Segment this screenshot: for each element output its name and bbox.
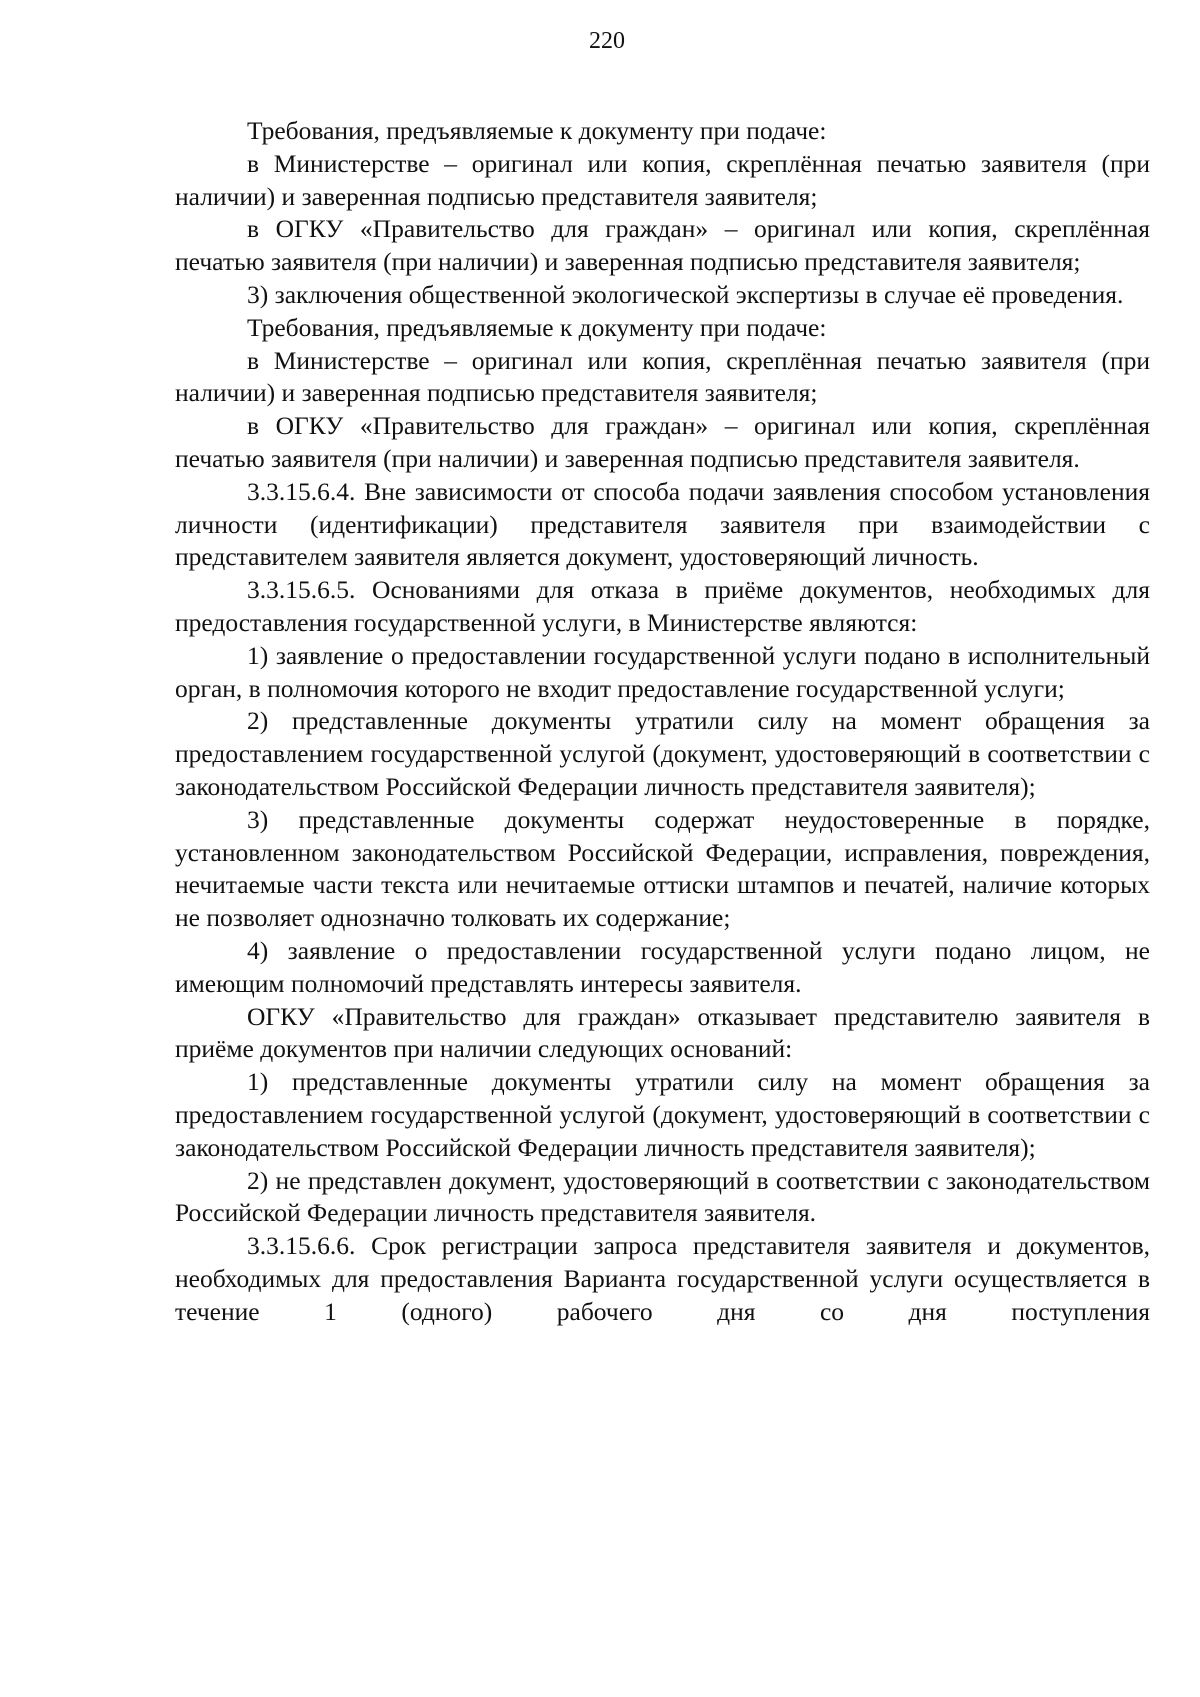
paragraph-refusal-ministry-1: 1) заявление о предоставлении государственной услуги подано в исполнительный орган, в полномочия которого не входит предоставление государственной услуги; [175, 640, 1150, 703]
paragraph-ogku-1: в ОГКУ «Правительство для граждан» – оригинал или копия, скреплённая печатью заявителя (при наличии) и заверенная подписью представителя заявителя; [175, 214, 1150, 277]
paragraph-ogku-2: в ОГКУ «Правительство для граждан» – оригинал или копия, скреплённая печатью заявителя (при наличии) и заверенная подписью представителя заявителя. [175, 411, 1150, 473]
document-body [175, 115, 1150, 1328]
paragraph-section-3-3-15-6-4: 3.3.15.6.4. Вне зависимости от способа подачи заявления способом установления личности (идентификации) представителя заявителя при взаимодействии с представителем заявителя является документ, удостоверяющий личность. [175, 476, 1150, 572]
paragraph-item-3-expertise: 3) заключения общественной экологической экспертизы в случае её проведения. [247, 279, 1124, 309]
paragraph-refusal-ogku-1: 1) представленные документы утратили силу на момент обращения за предоставлением государственной услугой (документ, удостоверяющий в соответствии с законодательством Российской Федерации личность представителя заявителя); [175, 1067, 1150, 1162]
paragraph-refusal-ogku-2: 2) не представлен документ, удостоверяющий в соответствии с законодательством Российской Федерации личность представителя заявителя. [175, 1165, 1150, 1228]
paragraph-ministry-2: в Министерстве – оригинал или копия, скреплённая печатью заявителя (при наличии) и заверенная подписью представителя заявителя; [175, 345, 1150, 408]
paragraph-requirements-2: Требования, предъявляемые к документу при подаче: [247, 312, 827, 342]
paragraph-section-3-3-15-6-5: 3.3.15.6.5. Основаниями для отказа в приёме документов, необходимых для предоставления государственной услуги, в Министерстве являются: [175, 575, 1150, 637]
paragraph-ogku-refusal-intro: ОГКУ «Правительство для граждан» отказывает представителю заявителя в приёме документов при наличии следующих оснований: [175, 1001, 1150, 1064]
paragraph-ministry-1: в Министерстве – оригинал или копия, скреплённая печатью заявителя (при наличии) и заверенная подписью представителя заявителя; [175, 148, 1150, 211]
paragraph-refusal-ministry-4: 4) заявление о предоставлении государственной услуги подано лицом, не имеющим полномочий представлять интересы заявителя. [175, 935, 1150, 998]
paragraph-refusal-ministry-2: 2) представленные документы утратили силу на момент обращения за предоставлением государственной услугой (документ, удостоверяющий в соответствии с законодательством Российской Федерации личность представителя заявителя); [175, 706, 1150, 801]
paragraph-section-3-3-15-6-6: 3.3.15.6.6. Срок регистрации запроса представителя заявителя и документов, необходимых для предоставления Варианта государственной услуги осуществляется в течение 1 (одного) рабочего дня со дня поступления [175, 1231, 1150, 1326]
page-number: 220 [589, 28, 625, 54]
paragraph-refusal-ministry-3: 3) представленные документы содержат неудостоверенные в порядке, установленном законодательством Российской Федерации, исправления, повреждения, нечитаемые части текста или нечитаемые оттиски штампов и печатей, наличие которых не позволяет однозначно толковать их содержание; [175, 804, 1150, 933]
paragraph-requirements-1: Требования, предъявляемые к документу при подаче: [247, 116, 827, 145]
